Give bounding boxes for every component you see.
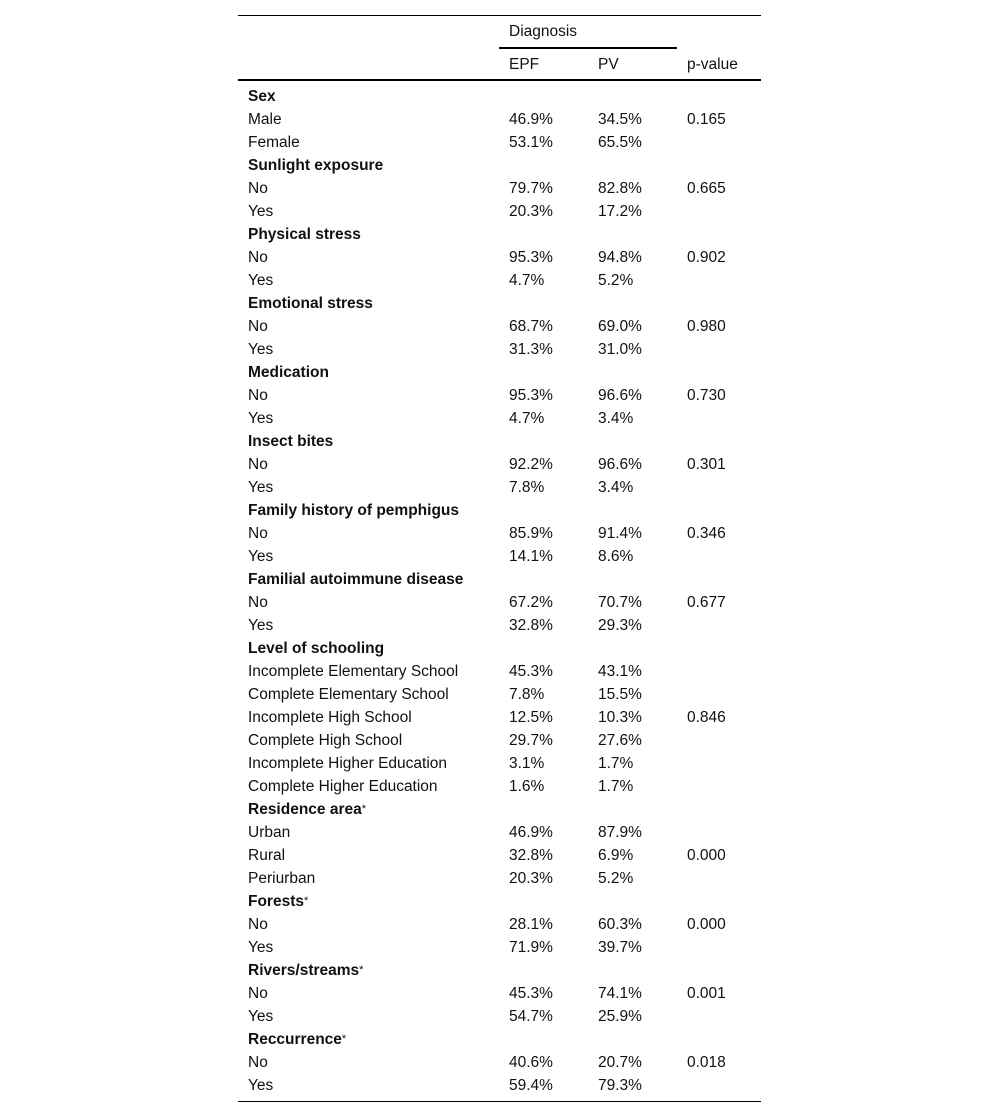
- epf-value: 40.6%: [509, 1054, 553, 1071]
- epf-value: 45.3%: [509, 985, 553, 1002]
- pv-value: 91.4%: [598, 525, 642, 542]
- row-label: No: [248, 456, 268, 473]
- epf-value: 20.3%: [509, 870, 553, 887]
- section-header-row: [238, 361, 761, 384]
- pv-value: 1.7%: [598, 778, 634, 795]
- table-row: [238, 729, 761, 752]
- row-label: No: [248, 916, 268, 933]
- table-body: [238, 85, 761, 1102]
- pv-value: 60.3%: [598, 916, 642, 933]
- section-header-row: [238, 430, 761, 453]
- table-row: [238, 246, 761, 269]
- section-header-row: [238, 637, 761, 660]
- section-title: [248, 959, 363, 982]
- table-row: [238, 476, 761, 499]
- significance-asterisk: *: [359, 964, 364, 976]
- p-value: 0.346: [687, 525, 726, 542]
- significance-asterisk: *: [361, 803, 367, 815]
- row-label: Incomplete Elementary School: [248, 663, 459, 680]
- table-row: [238, 453, 761, 476]
- epf-value: 20.3%: [509, 203, 553, 220]
- section-title: [248, 85, 276, 108]
- section-header-row: [238, 292, 761, 315]
- section-title: [248, 292, 373, 315]
- table-row: [238, 913, 761, 936]
- row-label: No: [248, 985, 268, 1002]
- table-row: [238, 844, 761, 867]
- section-title-text: Forests: [248, 893, 304, 910]
- pv-value: 70.7%: [598, 594, 642, 611]
- epf-value: 4.7%: [509, 272, 545, 289]
- section-title-text: Physical stress: [248, 226, 361, 243]
- row-label: Yes: [248, 1077, 274, 1094]
- row-label: Incomplete Higher Education: [248, 755, 448, 772]
- row-label: Female: [248, 134, 300, 151]
- table-row: [238, 614, 761, 637]
- pv-value: 10.3%: [598, 709, 642, 726]
- section-title: [248, 430, 333, 453]
- section-title-text: Residence area: [248, 801, 362, 818]
- p-value: 0.000: [687, 916, 726, 933]
- pv-value: 96.6%: [598, 387, 642, 404]
- row-label: Complete Higher Education: [248, 778, 438, 795]
- table-row: [238, 177, 761, 200]
- table-row: [238, 591, 761, 614]
- epf-value: 95.3%: [509, 387, 553, 404]
- row-label: Yes: [248, 203, 274, 220]
- epf-value: 71.9%: [509, 939, 553, 956]
- section-header-row: [238, 798, 761, 821]
- table-row: [238, 384, 761, 407]
- pv-value: 87.9%: [598, 824, 642, 841]
- section-header-row: [238, 568, 761, 591]
- row-label: Yes: [248, 272, 274, 289]
- column-header-p-value: p-value: [687, 56, 738, 73]
- p-value: 0.730: [687, 387, 726, 404]
- p-value: 0.902: [687, 249, 726, 266]
- section-title-text: Emotional stress: [248, 295, 373, 312]
- epf-value: 95.3%: [509, 249, 553, 266]
- table-row: [238, 269, 761, 292]
- p-value: 0.018: [687, 1054, 726, 1071]
- epf-value: 92.2%: [509, 456, 553, 473]
- row-label: No: [248, 387, 268, 404]
- epf-value: 59.4%: [509, 1077, 553, 1094]
- section-header-row: [238, 85, 761, 108]
- pv-value: 1.7%: [598, 755, 634, 772]
- p-value: 0.301: [687, 456, 726, 473]
- pv-value: 79.3%: [598, 1077, 642, 1094]
- row-label: Complete High School: [248, 732, 403, 749]
- section-title-text: Family history of pemphigus: [248, 502, 459, 519]
- epf-value: 79.7%: [509, 180, 553, 197]
- table-row: [238, 683, 761, 706]
- row-label: Male: [248, 111, 282, 128]
- table-row: [238, 407, 761, 430]
- pv-value: 29.3%: [598, 617, 642, 634]
- table-row: [238, 706, 761, 729]
- pv-value: 17.2%: [598, 203, 642, 220]
- epf-value: 4.7%: [509, 410, 545, 427]
- table-row: [238, 867, 761, 890]
- table-row: [238, 131, 761, 154]
- table-row: [238, 522, 761, 545]
- epf-value: 45.3%: [509, 663, 553, 680]
- p-value: 0.001: [687, 985, 726, 1002]
- section-title: [248, 154, 383, 177]
- epf-value: 7.8%: [509, 479, 545, 496]
- section-header-row: [238, 499, 761, 522]
- table-row: [238, 545, 761, 568]
- table-row: [238, 936, 761, 959]
- table-row: [238, 752, 761, 775]
- pv-value: 5.2%: [598, 870, 634, 887]
- pv-value: 3.4%: [598, 410, 634, 427]
- pv-value: 15.5%: [598, 686, 642, 703]
- epf-value: 14.1%: [509, 548, 553, 565]
- row-label: Yes: [248, 1008, 274, 1025]
- table-bottom-rule: [238, 1101, 761, 1102]
- pv-value: 25.9%: [598, 1008, 642, 1025]
- diagnosis-group-header: Diagnosis: [509, 23, 578, 40]
- significance-asterisk: *: [341, 1033, 347, 1045]
- section-header-row: [238, 154, 761, 177]
- p-value: 0.665: [687, 180, 726, 197]
- epf-value: 54.7%: [509, 1008, 553, 1025]
- table-row: [238, 775, 761, 798]
- section-header-row: [238, 959, 761, 982]
- epf-value: 32.8%: [509, 617, 553, 634]
- section-title-text: Insect bites: [248, 433, 334, 450]
- section-title-text: Medication: [248, 364, 329, 381]
- section-title: [248, 223, 361, 246]
- section-header-row: [238, 223, 761, 246]
- section-title: [248, 499, 459, 522]
- pv-value: 3.4%: [598, 479, 634, 496]
- row-label: No: [248, 318, 268, 335]
- epf-value: 67.2%: [509, 594, 553, 611]
- significance-asterisk: *: [304, 895, 309, 907]
- section-title: [248, 890, 308, 913]
- pv-value: 31.0%: [598, 341, 642, 358]
- pv-value: 82.8%: [598, 180, 642, 197]
- row-label: Complete Elementary School: [248, 686, 449, 703]
- section-title-text: Level of schooling: [248, 640, 385, 657]
- section-title-text: Rivers/streams: [248, 962, 360, 979]
- section-title: [248, 1028, 346, 1051]
- row-label: No: [248, 249, 268, 266]
- epf-value: 31.3%: [509, 341, 553, 358]
- pv-value: 27.6%: [598, 732, 642, 749]
- table-row: [238, 660, 761, 683]
- pv-value: 96.6%: [598, 456, 642, 473]
- epf-value: 53.1%: [509, 134, 553, 151]
- epf-value: 12.5%: [509, 709, 553, 726]
- epf-value: 46.9%: [509, 111, 553, 128]
- pv-value: 20.7%: [598, 1054, 642, 1071]
- section-title: [248, 798, 366, 821]
- diagnosis-header-rule: [499, 47, 677, 49]
- pv-value: 8.6%: [598, 548, 634, 565]
- section-title: [248, 361, 329, 384]
- section-title: [248, 568, 463, 591]
- table-row: [238, 1005, 761, 1028]
- pv-value: 43.1%: [598, 663, 642, 680]
- row-label: No: [248, 1054, 268, 1071]
- table-top-rule: [238, 15, 761, 16]
- table-row: [238, 821, 761, 844]
- section-title-text: Familial autoimmune disease: [248, 571, 464, 588]
- table-row: [238, 108, 761, 131]
- pv-value: 74.1%: [598, 985, 642, 1002]
- epf-value: 32.8%: [509, 847, 553, 864]
- row-label: Rural: [248, 847, 286, 864]
- p-value: 0.000: [687, 847, 726, 864]
- section-header-row: [238, 890, 761, 913]
- pv-value: 94.8%: [598, 249, 642, 266]
- epf-value: 29.7%: [509, 732, 553, 749]
- row-label: Yes: [248, 939, 274, 956]
- epf-value: 3.1%: [509, 755, 545, 772]
- epf-value: 1.6%: [509, 778, 545, 795]
- row-label: Incomplete High School: [248, 709, 412, 726]
- row-label: No: [248, 525, 268, 542]
- p-value: 0.165: [687, 111, 726, 128]
- epf-value: 85.9%: [509, 525, 553, 542]
- row-label: No: [248, 180, 268, 197]
- epf-value: 68.7%: [509, 318, 553, 335]
- row-label: Yes: [248, 617, 274, 634]
- row-label: No: [248, 594, 268, 611]
- row-label: Yes: [248, 410, 274, 427]
- pv-value: 34.5%: [598, 111, 642, 128]
- table-row: [238, 315, 761, 338]
- row-label: Yes: [248, 479, 274, 496]
- pv-value: 65.5%: [598, 134, 642, 151]
- section-title: [248, 637, 384, 660]
- row-label: Yes: [248, 341, 274, 358]
- epf-value: 28.1%: [509, 916, 553, 933]
- row-label: Periurban: [248, 870, 316, 887]
- pv-value: 6.9%: [598, 847, 634, 864]
- epf-value: 46.9%: [509, 824, 553, 841]
- pv-value: 69.0%: [598, 318, 642, 335]
- table-row: [238, 1074, 761, 1097]
- table-row: [238, 338, 761, 361]
- section-title-text: Reccurrence: [248, 1031, 342, 1048]
- section-title-text: Sex: [248, 88, 276, 105]
- column-header-epf: EPF: [509, 56, 540, 73]
- table-row: [238, 200, 761, 223]
- row-label: Urban: [248, 824, 291, 841]
- pv-value: 5.2%: [598, 272, 634, 289]
- section-title-text: Sunlight exposure: [248, 157, 384, 174]
- row-label: Yes: [248, 548, 274, 565]
- epf-value: 7.8%: [509, 686, 545, 703]
- column-header-pv: PV: [598, 56, 619, 73]
- pv-value: 39.7%: [598, 939, 642, 956]
- p-value: 0.980: [687, 318, 726, 335]
- table-row: [238, 1051, 761, 1074]
- section-header-row: [238, 1028, 761, 1051]
- p-value: 0.677: [687, 594, 726, 611]
- table-row: [238, 982, 761, 1005]
- p-value: 0.846: [687, 709, 726, 726]
- header-rule: [238, 79, 761, 81]
